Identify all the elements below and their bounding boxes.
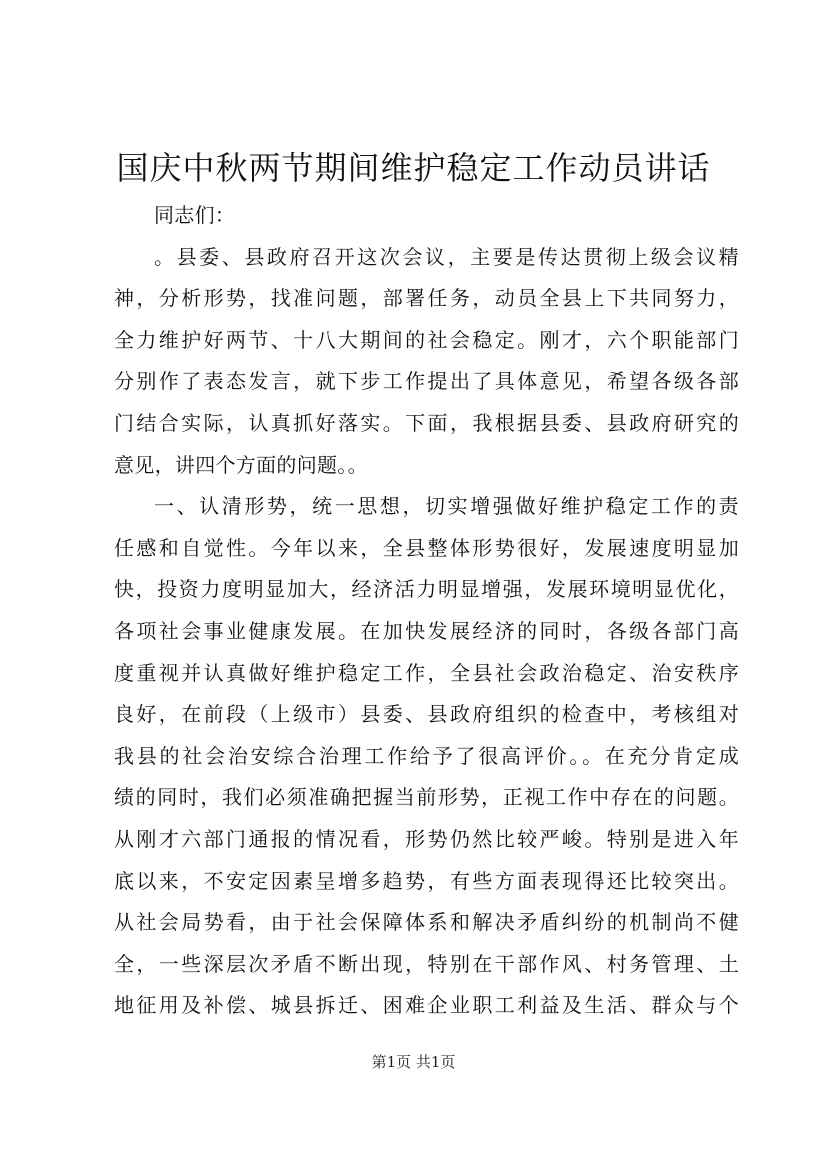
salutation-line: 同志们： [154,203,236,227]
paragraph-line: 神，分析形势，找准问题，部署任务，动员全县上下共同努力， [114,286,739,311]
page-number-footer: 第1页 共1页 [371,1053,456,1071]
paragraph-line: 任感和自觉性。今年以来，全县整体形势很好，发展速度明显加 [114,535,739,560]
paragraph-line: 各项社会事业健康发展。在加快发展经济的同时，各级各部门高 [114,618,739,643]
document-body [114,195,739,1027]
paragraph-line: 从社会局势看，由于社会保障体系和解决矛盾纠纷的机制尚不健 [114,910,739,935]
paragraph-line: 我县的社会治安综合治理工作给予了很高评价。。在充分肯定成 [114,743,739,768]
paragraph-line: 分别作了表态发言，就下步工作提出了具体意见，希望各级各部 [114,369,739,394]
document-title: 国庆中秋两节期间维护稳定工作动员讲话 [116,149,711,187]
paragraph-line: 门结合实际，认真抓好落实。下面，我根据县委、县政府研究的 [114,410,739,435]
paragraph-line: 全，一些深层次矛盾不断出现，特别在干部作风、村务管理、土 [114,951,739,976]
paragraph-line: 度重视并认真做好维护稳定工作，全县社会政治稳定、治安秩序 [114,660,739,685]
paragraph-line: 一、认清形势，统一思想，切实增强做好维护稳定工作的责 [154,494,739,519]
paragraph-line: 快，投资力度明显加大，经济活力明显增强，发展环境明显优化， [114,577,739,602]
paragraph-line: 意见，讲四个方面的问题。。 [114,452,368,477]
paragraph-line: 全力维护好两节、十八大期间的社会稳定。刚才，六个职能部门 [114,327,739,352]
paragraph-line: 。县委、县政府召开这次会议，主要是传达贯彻上级会议精 [154,244,739,269]
paragraph-line: 从刚才六部门通报的情况看，形势仍然比较严峻。特别是进入年 [114,826,739,851]
paragraph-line: 良好，在前段（上级市）县委、县政府组织的检查中，考核组对 [114,702,739,727]
paragraph-line: 绩的同时，我们必须准确把握当前形势，正视工作中存在的问题。 [114,785,739,810]
paragraph-line: 地征用及补偿、城县拆迁、困难企业职工利益及生活、群众与个 [114,993,739,1018]
paragraph-line: 底以来，不安定因素呈增多趋势，有些方面表现得还比较突出。 [114,868,739,893]
